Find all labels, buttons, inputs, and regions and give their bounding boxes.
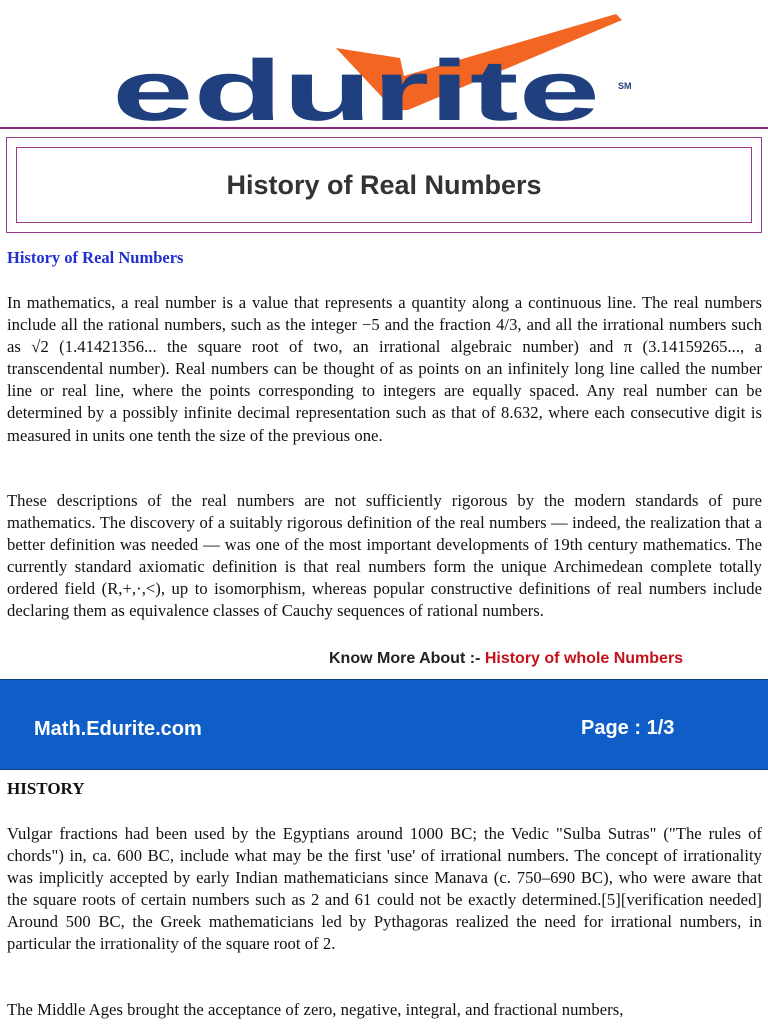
know-more-prefix: Know More About :-: [329, 650, 485, 667]
know-more-line: [329, 650, 683, 668]
know-more-link[interactable]: History of whole Numbers: [484, 650, 684, 667]
section-title-link[interactable]: History of Real Numbers: [7, 248, 184, 267]
paragraph-rigor: These descriptions of the real numbers are not sufficiently rigorous by the modern standards of pure mathematics. The discovery of a suitably rigorous definition of the real numbers — indeed, the realization that a better definition was needed — was one of the most important developments of 19th century mathematics. The currently standard axiomatic definition is that real numbers form the unique Archimedean complete totally ordered field (R,+,·,<), up to isomorphism, whereas popular constructive definitions of real numbers include declaring them as equivalence classes of Cauchy sequences of rational numbers.: [7, 491, 762, 621]
paragraph-middle-ages: The Middle Ages brought the acceptance of zero, negative, integral, and fractional numbers,: [7, 1000, 624, 1019]
svg-text:edurite: edurite: [112, 43, 600, 124]
footer-banner: [0, 679, 768, 770]
title-box: [6, 137, 762, 233]
title-box-inner: [16, 147, 752, 223]
edurite-logo: [108, 6, 646, 124]
edurite-logo-graphic: [108, 6, 646, 124]
header-divider: [0, 127, 768, 129]
page-indicator: Page : 1/3: [581, 717, 675, 739]
paragraph-history: Vulgar fractions had been used by the Egyptians around 1000 BC; the Vedic "Sulba Sutras" ("The rules of chords") in, ca. 600 BC, include what may be the first 'use' of irrational numbers. The concept of irrationality was implicitly accepted by early Indian mathematicians since Manava (c. 750–690 BC), who were aware that the square roots of certain numbers such as 2 and 61 could not be exactly determined.[5][verification needed] Around 500 BC, the Greek mathematicians led by Pythagoras realized the need for irrational numbers, in particular the irrationality of the square root of 2.: [7, 824, 762, 954]
paragraph-intro: In mathematics, a real number is a value that represents a quantity along a continuous line. The real numbers include all the rational numbers, such as the integer −5 and the fraction 4/3, and all the irrational numbers such as √2 (1.41421356... the square root of two, an irrational algebraic number) and π (3.14159265..., a transcendental number). Real numbers can be thought of as points on an infinitely long line called the number line or real line, where the points corresponding to integers are equally spaced. Any real number can be determined by a possibly infinite decimal representation such as that of 8.632, where each consecutive digit is measured in units one tenth the size of the previous one.: [7, 293, 762, 445]
history-heading: HISTORY: [7, 779, 85, 798]
svg-text:SM: SM: [618, 81, 632, 91]
site-url[interactable]: Math.Edurite.com: [34, 718, 202, 740]
page-title: History of Real Numbers: [226, 169, 542, 200]
